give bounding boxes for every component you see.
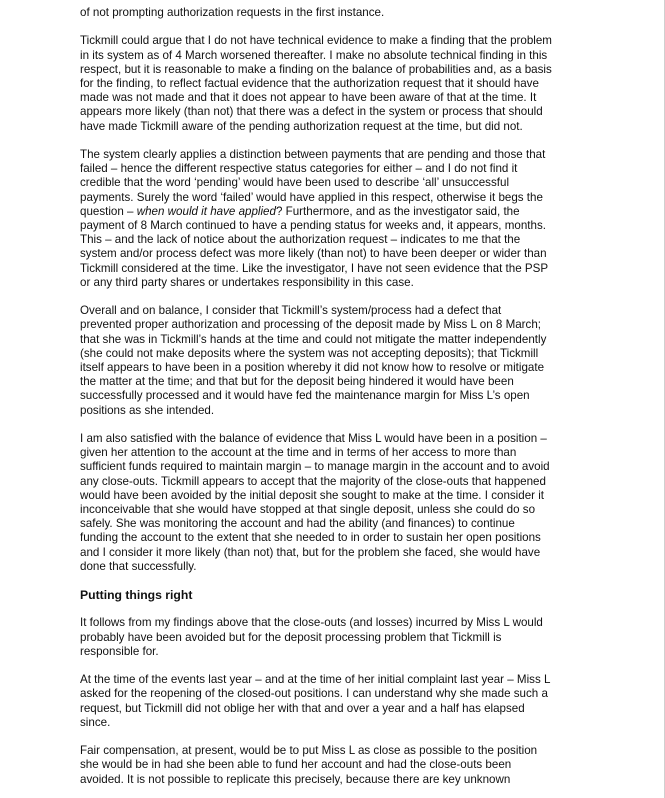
paragraph-pending-status-part-b: ? Furthermore, and as the investigator said, the payment of 8 March continued to have a pending status for weeks and, it appears, months. This – and the lack of notice about the authorization request – indicates to me that the system and/or process defect was more likely (than not) to have been deeper or wider than Tickmill considered at the time. Like the investigator, I have not seen evidence that the PSP or any third party shares or undertakes responsibility in this case. <box>80 204 549 289</box>
section-heading-putting-things-right: Putting things right <box>80 588 193 603</box>
paragraph-fair-compensation: Fair compensation, at present, would be to put Miss L as close as possible to the position she would be in had she been able to fund her account and had the close-outs been avoided. It is not possible to replicate this precisely, because there are key unknown <box>80 744 538 786</box>
emphasis-when-applied: when would it have applied <box>136 204 276 218</box>
paragraph-reopening-request: At the time of the events last year – and at the time of her initial complaint last year – Miss L asked for the reopening of the closed-out positions. I can understand why she made such a request, but Tickmill did not oblige her with that and over a year and a half has elapsed since. <box>80 673 551 729</box>
paragraph-technical-evidence: Tickmill could argue that I do not have technical evidence to make a finding that the problem in its system as of 4 March worsened thereafter. I make no absolute technical finding in this respect, but it is reasonable to make a finding on the balance of probabilities and, as a basis for the finding, to reflect factual evidence that the authorization request that it should have made was not made and that it does not appear to have been aware of that at the time. It appears more likely (than not) that there was a defect in the system or process that should have made Tickmill aware of the pending authorization request at the time, but did not. <box>80 34 552 133</box>
paragraph-pending-status-part-a: The system clearly applies a distinction between payments that are pending and those that failed – hence the different respective status categories for either – and I do not find it credible that the word ‘pending’ would have been used to describe ‘all’ unsuccessful payments. Surely the word ‘failed’ would have applied in this respect, otherwise it begs the question – <box>80 148 546 218</box>
paragraph-close-outs-avoided: It follows from my findings above that the close-outs (and losses) incurred by Miss L would probably have been avoided but for the deposit processing problem that Tickmill is responsible for. <box>80 616 543 658</box>
paragraph-margin-management: I am also satisfied with the balance of evidence that Miss L would have been in a position – given her attention to the account at the time and in terms of her access to more than sufficient funds required to maintain margin – to manage margin in the account and to avoid any close-outs. Tickmill appears to accept that the majority of the close-outs that happened would have been avoided by the initial deposit she sought to make at the time. I consider it inconceivable that she would have stopped at that single deposit, unless she could do so safely. She was monitoring the account and had the ability (and finances) to continue funding the account to the extent that she needed to in order to sustain her open positions and I consider it more likely (than not) that, but for the problem she faced, she would have done that successfully. <box>80 432 550 573</box>
paragraph-authorization-intro: of not prompting authorization requests in the first instance. <box>80 6 385 19</box>
paragraph-pending-status <box>80 148 577 290</box>
document-body <box>80 6 577 798</box>
paragraph-overall-balance: Overall and on balance, I consider that Tickmill’s system/process had a defect that prevented proper authorization and processing of the deposit made by Miss L on 8 March; that she was in Tickmill’s hands at the time and could not mitigate the matter independently (she could not make deposits where the system was not accepting deposits); that Tickmill itself appears to have been in a position whereby it did not know how to resolve or mitigate the matter at the time; and that but for the deposit being hindered it would have been successfully processed and it would have fed the maintenance margin for Miss L’s open positions as she intended. <box>80 304 547 417</box>
